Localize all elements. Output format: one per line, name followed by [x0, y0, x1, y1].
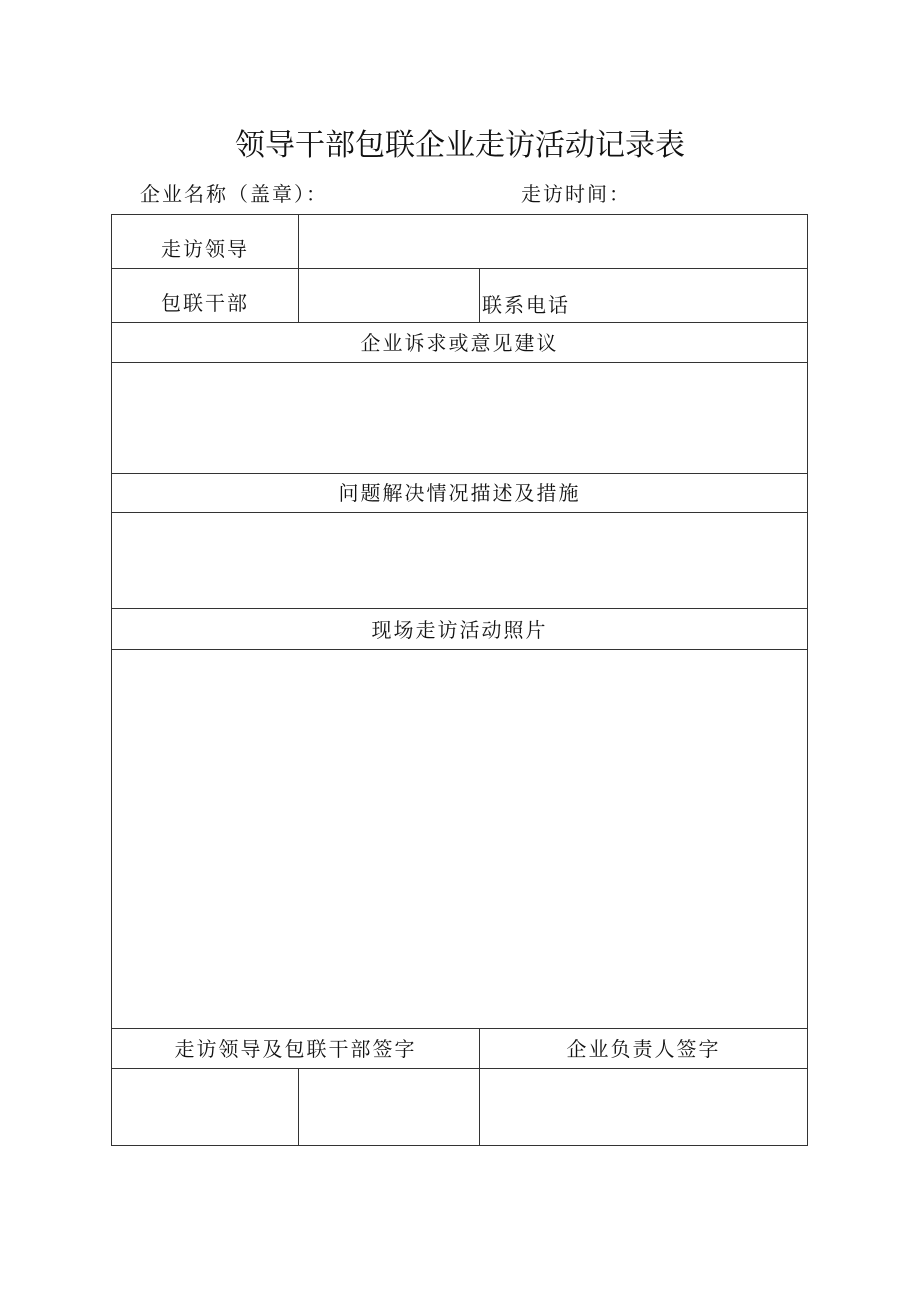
visit-leader-row: [112, 215, 808, 269]
leader-signature-field[interactable]: [112, 1069, 299, 1146]
contact-cadre-field[interactable]: [299, 269, 480, 323]
resolution-header-row: [112, 474, 808, 513]
visit-record-table: [111, 214, 808, 1146]
resolution-content-field[interactable]: [112, 513, 808, 609]
company-signature-field[interactable]: [480, 1069, 808, 1146]
resolution-header: 问题解决情况描述及措施: [112, 474, 808, 513]
visit-leader-label: 走访领导: [112, 215, 299, 269]
contact-cadre-label: 包联干部: [112, 269, 299, 323]
visit-time-label: 走访时间：: [521, 182, 631, 206]
appeals-header: 企业诉求或意见建议: [112, 323, 808, 363]
signature-header-row: [112, 1029, 808, 1069]
appeals-content-field[interactable]: [112, 363, 808, 474]
page-title: 领导干部包联企业走访活动记录表: [235, 128, 685, 163]
visit-leader-field[interactable]: [299, 215, 808, 269]
photos-header-row: [112, 609, 808, 650]
photos-header: 现场走访活动照片: [112, 609, 808, 650]
leader-signature-header: 走访领导及包联干部签字: [112, 1029, 480, 1069]
company-name-label: 企业名称（盖章）：: [140, 182, 328, 206]
appeals-header-row: [112, 323, 808, 363]
photos-content-row: [112, 650, 808, 1029]
company-signature-header: 企业负责人签字: [480, 1029, 808, 1069]
resolution-content-row: [112, 513, 808, 609]
contact-cadre-row: [112, 269, 808, 323]
cadre-signature-field[interactable]: [299, 1069, 480, 1146]
phone-label: 联系电话: [480, 269, 808, 323]
signature-row: [112, 1069, 808, 1146]
photos-content-area[interactable]: [112, 650, 808, 1029]
appeals-content-row: [112, 363, 808, 474]
